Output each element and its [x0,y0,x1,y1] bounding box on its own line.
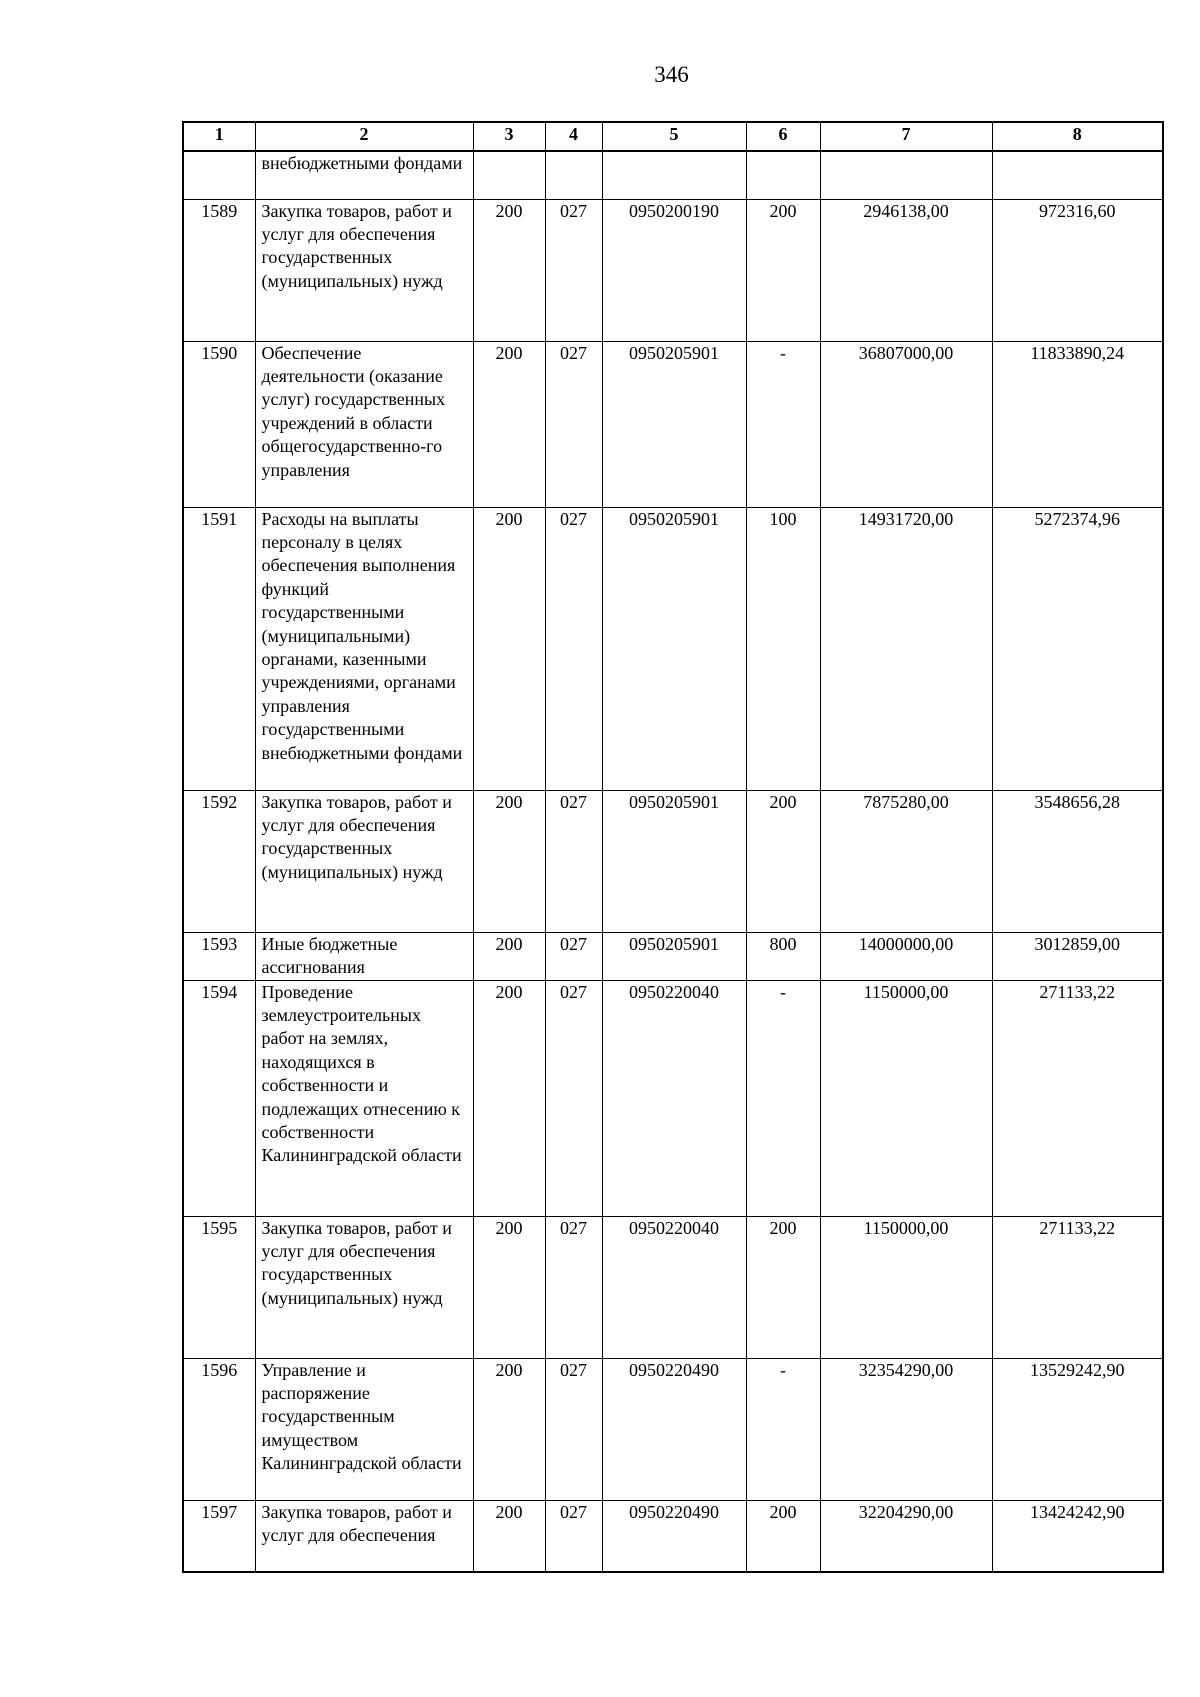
table-row [183,151,1163,199]
row-code-3: 200 [473,1358,545,1500]
row-code-6 [746,151,820,199]
row-number: 1592 [183,790,255,932]
row-number: 1595 [183,1216,255,1358]
row-code-6: 200 [746,1216,820,1358]
column-header: 2 [255,122,473,151]
table-row [183,1500,1163,1572]
row-code-4: 027 [545,199,602,341]
page-number: 346 [654,62,689,87]
table-row [183,507,1163,790]
row-code-5: 0950220490 [602,1500,746,1572]
row-description: Расходы на выплаты персоналу в целях обеспечения выполнения функций государственными (муниципальными) органами, казенными учреждениями, органами управления государственными внебюджетными фондами [255,507,473,790]
row-code-3: 200 [473,790,545,932]
row-code-4: 027 [545,341,602,507]
row-code-6: - [746,1358,820,1500]
row-code-5: 0950205901 [602,341,746,507]
row-code-3: 200 [473,1500,545,1572]
row-number: 1594 [183,980,255,1216]
row-amount-7 [820,151,992,199]
table-row [183,932,1163,980]
row-code-4: 027 [545,507,602,790]
row-amount-7: 32354290,00 [820,1358,992,1500]
column-header: 1 [183,122,255,151]
column-header: 6 [746,122,820,151]
row-code-6: 200 [746,1500,820,1572]
row-amount-8: 3548656,28 [992,790,1163,932]
row-description: Закупка товаров, работ и услуг для обеспечения государственных (муниципальных) нужд [255,199,473,341]
row-amount-8: 3012859,00 [992,932,1163,980]
row-amount-7: 1150000,00 [820,1216,992,1358]
row-amount-7: 2946138,00 [820,199,992,341]
row-code-3: 200 [473,1216,545,1358]
row-code-5: 0950205901 [602,790,746,932]
row-code-5: 0950200190 [602,199,746,341]
table-row [183,980,1163,1216]
table-row [183,1358,1163,1500]
row-code-4: 027 [545,932,602,980]
row-number [183,151,255,199]
column-header: 4 [545,122,602,151]
row-amount-8: 271133,22 [992,1216,1163,1358]
row-code-5: 0950220490 [602,1358,746,1500]
row-description: Обеспечение деятельности (оказание услуг) государственных учреждений в области общегосударственно-го управления [255,341,473,507]
budget-table [182,121,1164,1573]
row-code-3: 200 [473,980,545,1216]
row-code-3: 200 [473,199,545,341]
row-code-5: 0950205901 [602,932,746,980]
row-code-6: 800 [746,932,820,980]
row-code-6: 100 [746,507,820,790]
row-code-4: 027 [545,790,602,932]
row-code-3: 200 [473,341,545,507]
row-code-4: 027 [545,1216,602,1358]
row-code-3 [473,151,545,199]
row-code-5: 0950205901 [602,507,746,790]
row-code-4: 027 [545,1358,602,1500]
row-description: внебюджетными фондами [255,151,473,199]
row-amount-7: 14931720,00 [820,507,992,790]
row-description: Закупка товаров, работ и услуг для обеспечения [255,1500,473,1572]
row-code-4: 027 [545,1500,602,1572]
row-amount-8: 13424242,90 [992,1500,1163,1572]
row-description: Закупка товаров, работ и услуг для обеспечения государственных (муниципальных) нужд [255,1216,473,1358]
row-code-3: 200 [473,507,545,790]
row-code-6: - [746,341,820,507]
row-description: Иные бюджетные ассигнования [255,932,473,980]
row-number: 1590 [183,341,255,507]
row-code-6: 200 [746,790,820,932]
row-code-4: 027 [545,980,602,1216]
column-header: 7 [820,122,992,151]
row-number: 1591 [183,507,255,790]
row-code-5 [602,151,746,199]
row-amount-7: 36807000,00 [820,341,992,507]
table-row [183,1216,1163,1358]
row-amount-7: 14000000,00 [820,932,992,980]
row-amount-8: 271133,22 [992,980,1163,1216]
column-header: 8 [992,122,1163,151]
row-code-4 [545,151,602,199]
row-code-6: 200 [746,199,820,341]
column-header: 5 [602,122,746,151]
row-amount-7: 1150000,00 [820,980,992,1216]
row-amount-8: 11833890,24 [992,341,1163,507]
row-number: 1596 [183,1358,255,1500]
table-row [183,199,1163,341]
column-header: 3 [473,122,545,151]
row-amount-8 [992,151,1163,199]
row-amount-8: 13529242,90 [992,1358,1163,1500]
header-row [183,122,1163,151]
row-amount-8: 972316,60 [992,199,1163,341]
row-amount-7: 7875280,00 [820,790,992,932]
row-code-5: 0950220040 [602,980,746,1216]
row-amount-8: 5272374,96 [992,507,1163,790]
row-amount-7: 32204290,00 [820,1500,992,1572]
row-code-5: 0950220040 [602,1216,746,1358]
row-description: Закупка товаров, работ и услуг для обеспечения государственных (муниципальных) нужд [255,790,473,932]
row-number: 1589 [183,199,255,341]
row-code-3: 200 [473,932,545,980]
table-row [183,341,1163,507]
table-row [183,790,1163,932]
row-number: 1593 [183,932,255,980]
row-description: Проведение землеустроительных работ на землях, находящихся в собственности и подлежащих отнесению к собственности Калининградской области [255,980,473,1216]
row-code-6: - [746,980,820,1216]
row-number: 1597 [183,1500,255,1572]
row-description: Управление и распоряжение государственным имуществом Калининградской области [255,1358,473,1500]
